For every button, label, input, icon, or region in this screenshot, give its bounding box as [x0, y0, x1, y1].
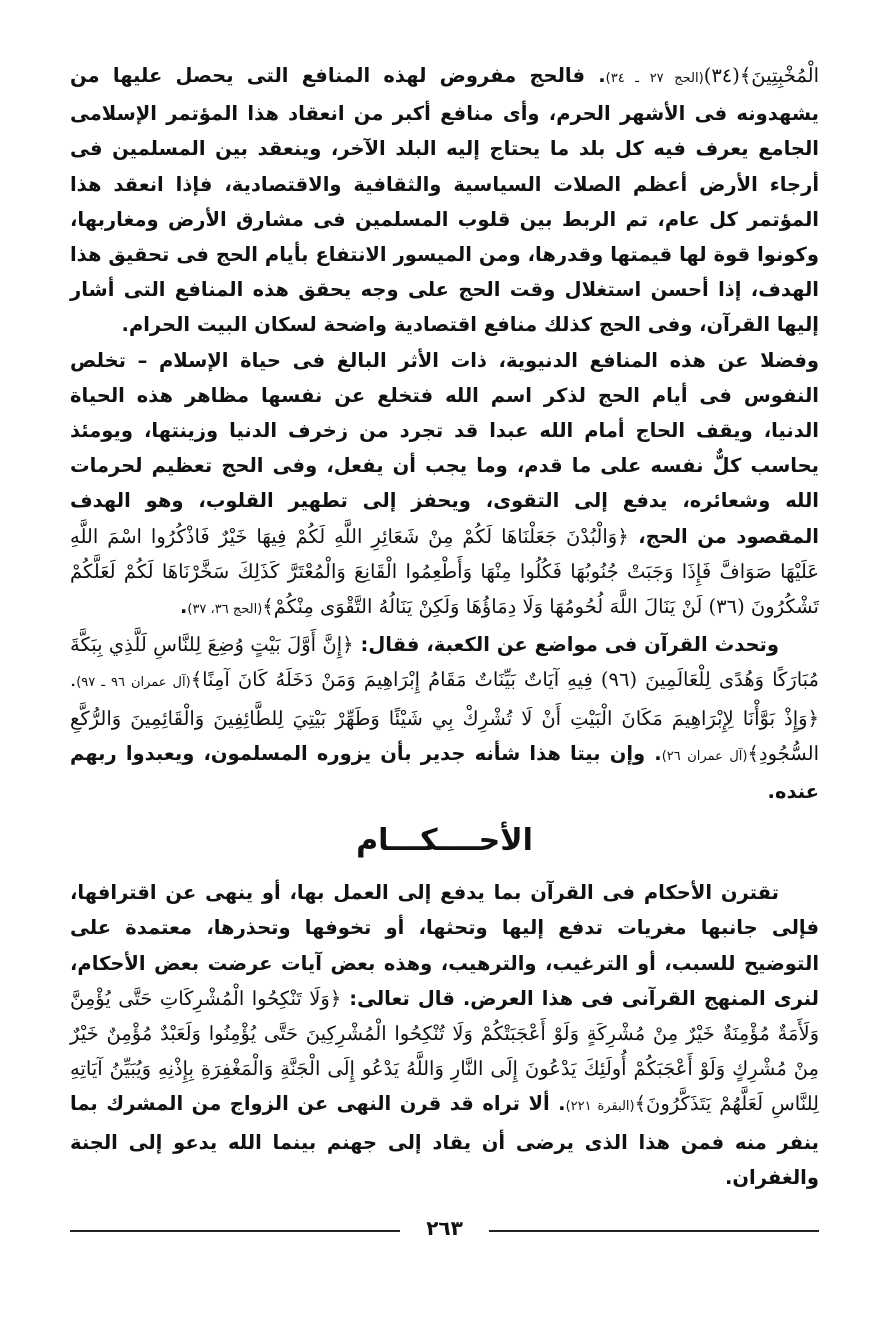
quran-verse: ﴿وَلَا تَنْكِحُوا الْمُشْرِكَاتِ حَتَّى يُؤْمِنَّ وَلَأَمَةٌ مُؤْمِنَةٌ خَيْرٌ مِنْ مُشْرِكَةٍ وَلَوْ أَعْجَبَتْكُمْ وَلَا تُنْكِحُوا الْمُشْرِكِينَ حَتَّى يُؤْمِنُوا وَلَعَبْدٌ مُؤْمِنٌ خَيْرٌ مِنْ مُشْرِكٍ وَلَوْ أَعْجَبَكُمْ أُولَئِكَ يَدْعُونَ إِلَى النَّارِ وَاللَّهُ يَدْعُو إِلَى الْجَنَّةِ وَالْمَغْفِرَةِ بِإِذْنِهِ وَيُبَيِّنُ آيَاتِهِ لِلنَّاسِ لَعَلَّهُمْ يَتَذَكَّرُونَ﴾	[70, 986, 819, 1116]
section-heading: الأحــــكـــام	[356, 823, 533, 859]
paragraph-text: وتحدث القرآن فى مواضع عن الكعبة، فقال:	[353, 633, 779, 657]
paragraph-text: تقترن الأحكام فى القرآن بما يدفع إلى العمل بها، أو ينهى عن اقترافها، فإلى جانبها مغريات تدفع إليها وتحثها، أو تخوفها وتحذرها، معتمدة على التوضيح للسبب، أو الترغيب، والترهيب، وهذه بعض آيات عرضت بعض الأحكام، لنرى المنهج القرآنى فى هذا العرض. قال تعالى:	[70, 881, 819, 1010]
verse-reference: (الحج ٣٦، ٣٧)	[187, 602, 263, 618]
paragraph-text: وفضلا عن هذه المنافع الدنيوية، ذات الأثر البالغ فى حياة الإسلام – تخلص النفوس فى أيام الحج لذكر اسم الله فتخلع عن نفسها مظاهر هذه الحياة الدنيا، ويقف الحاج أمام الله عبدا قد تجرد من زخرف الدنيا وزينتها، ويومئذ يحاسب كلٌّ نفسه على ما قدم، وما يجب أن يفعل، وفى الحج تعظيم لحرمات الله وشعائره، يدفع إلى التقوى، ويحفز إلى تطهير القلوب، وهو الهدف المقصود من الحج،	[70, 348, 819, 548]
quran-verse: ﴿إِنَّ أَوَّلَ بَيْتٍ وُضِعَ لِلنَّاسِ لَلَّذِي بِبَكَّةَ مُبَارَكًا وَهُدًى لِلْعَالَمِينَ (٩٦) فِيهِ آيَاتٌ بَيِّنَاتٌ مَقَامُ إِبْرَاهِيمَ وَمَنْ دَخَلَهُ كَانَ آمِنًا﴾	[70, 633, 819, 692]
quran-verse: ﴿وَالْبُدْنَ جَعَلْنَاهَا لَكُمْ مِنْ شَعَائِرِ اللَّهِ لَكُمْ فِيهَا خَيْرٌ فَاذْكُرُوا اسْمَ اللَّهِ عَلَيْهَا صَوَافَّ فَإِذَا وَجَبَتْ جُنُوبُهَا فَكُلُوا مِنْهَا وَأَطْعِمُوا الْقَانِعَ وَالْمُعْتَرَّ كَذَلِكَ سَخَّرْنَاهَا لَكُمْ لَعَلَّكُمْ تَشْكُرُونَ (٣٦) لَنْ يَنَالَ اللَّهَ لُحُومُهَا وَلَا دِمَاؤُهَا وَلَكِنْ يَنَالُهُ التَّقْوَى مِنْكُمْ﴾	[70, 524, 819, 619]
verse-reference: (البقرة ٢٢١)	[565, 1099, 635, 1115]
paragraph-hajj-benefits	[70, 58, 819, 343]
paragraph-kaaba	[70, 627, 819, 809]
verse-reference: (الحج ٢٧ ـ ٣٤)	[605, 71, 704, 86]
paragraph-rulings	[70, 875, 819, 1195]
paragraph-text: . وإن بيتا هذا شأنه جدير بأن يزوره المسلمون، ويعبدوا ربهم عنده.	[70, 741, 819, 804]
book-page	[70, 58, 819, 1326]
paragraph-hajj-spiritual	[70, 343, 819, 628]
footer-rule-right	[489, 1230, 819, 1232]
quran-verse: . ﴿وَإِذْ بَوَّأْنَا لِإِبْرَاهِيمَ مَكَانَ الْبَيْتِ أَنْ لَا تُشْرِكْ بِي شَيْئًا وَطَهِّرْ بَيْتِيَ لِلطَّائِفِينَ وَالْقَائِمِينَ وَالرُّكَّعِ السُّجُودِ﴾	[70, 668, 819, 765]
page-number: ٢٦٣	[426, 1216, 463, 1240]
paragraph-text: . فالحج مفروض لهذه المنافع التى يحصل عليها من يشهدونه فى الأشهر الحرم، وأى منافع أكبر من انعقاد هذا المؤتمر الإسلامى الجامع يعرف فيه كل بلد ما يحتاج إليه البلد الآخر، وينعقد بين المسلمين فى أرجاء الأرض أعظم الصلات السياسية والثقافية والاقتصادية، فإذا انعقد هذا المؤتمر كل عام، تم الربط بين قلوب المسلمين فى مشارق الأرض ومغاربها، وكونوا قوة لها قيمتها وقدرها، ومن الميسور الانتفاع بأيام الحج فى تحقيق هذا الهدف، إذا أحسن استغلال وقت الحج على وجه يحقق هذه المنافع التى أشار إليها القرآن، وفى الحج كذلك منافع اقتصادية واضحة لسكان البيت الحرام.	[70, 64, 819, 337]
page-footer	[70, 1216, 819, 1246]
verse-reference: (آل عمران ٩٦ ـ ٩٧)	[76, 675, 191, 691]
paragraph-text: .	[179, 595, 188, 619]
paragraph-text: . ألا تراه قد قرن النهى عن الزواج من المشرك بما ينفر منه فمن هذا الذى يرضى أن يقاد إلى جهنم بينما الله يدعو إلى الجنة والغفران.	[70, 1092, 819, 1189]
footer-rule-left	[70, 1230, 400, 1232]
verse-reference: (آل عمران ٢٦)	[661, 748, 748, 764]
quran-verse-fragment: الْمُخْبِتِينَ﴾(٣٤)	[703, 64, 820, 87]
